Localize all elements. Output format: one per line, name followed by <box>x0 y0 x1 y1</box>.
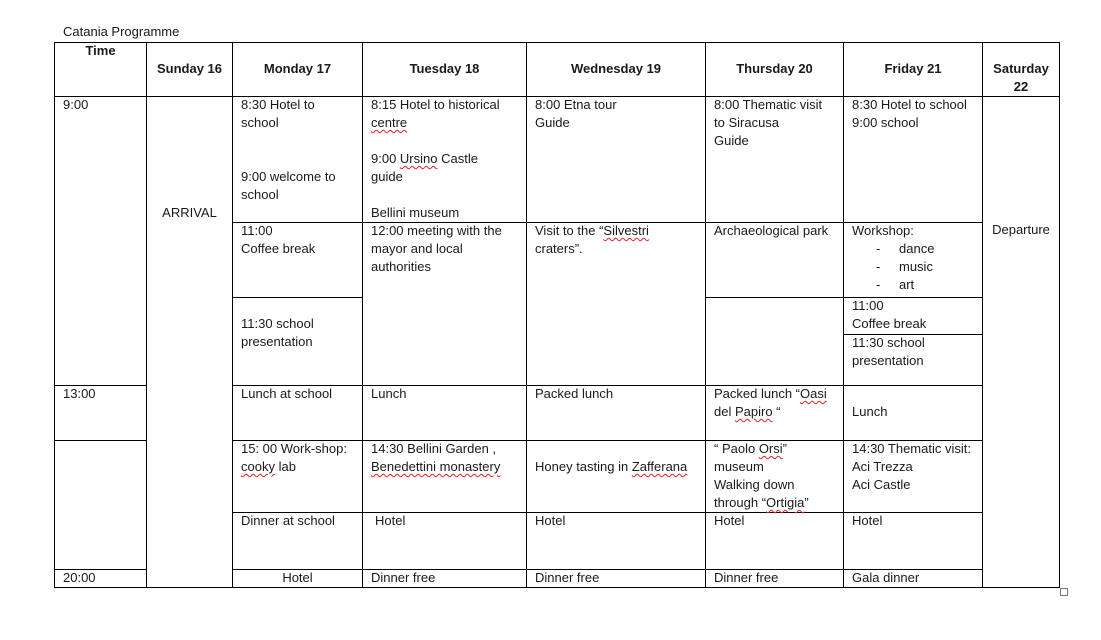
friday-morning <box>852 96 967 132</box>
thursday-line <box>714 403 827 421</box>
text-run: “ <box>772 404 781 419</box>
text-run: Castle <box>437 151 478 166</box>
monday-line: 9:00 welcome to <box>241 169 336 184</box>
thursday-night: Dinner free <box>714 570 779 585</box>
thursday-park: Archaeological park <box>714 223 829 238</box>
spell-flag: Ortigia <box>766 495 805 510</box>
tuesday-line: 12:00 meeting with the <box>371 223 502 238</box>
header-thursday: Thursday 20 <box>736 61 813 76</box>
monday-line: 11:30 school <box>241 316 314 331</box>
col-divider <box>982 42 983 588</box>
spell-flag: Oasi <box>800 386 827 401</box>
monday-line: Coffee break <box>241 241 316 256</box>
col-divider <box>146 42 147 588</box>
wednesday-dinner: Hotel <box>535 513 566 528</box>
row-divider <box>54 440 147 441</box>
header-wednesday: Wednesday 19 <box>570 61 662 76</box>
friday-workshop <box>852 222 934 294</box>
monday-morning <box>241 96 336 204</box>
friday-line: 11:00 <box>852 298 884 313</box>
thursday-afternoon <box>714 440 809 512</box>
friday-presentation <box>852 334 925 370</box>
friday-line: Aci Trezza <box>852 459 913 474</box>
table-border-right <box>1059 42 1060 588</box>
wednesday-line: craters”. <box>535 241 583 256</box>
friday-line: 9:00 school <box>852 115 919 130</box>
friday-line: 8:30 Hotel to school <box>852 97 967 112</box>
friday-afternoon <box>852 440 971 494</box>
friday-dinner: Hotel <box>852 513 883 528</box>
text-run: Packed lunch “ <box>714 386 800 401</box>
document-title: Catania Programme <box>63 24 180 39</box>
table-border-left <box>54 42 55 588</box>
monday-coffee <box>241 222 315 258</box>
tuesday-afternoon <box>371 440 500 476</box>
tuesday-line <box>371 458 500 476</box>
text-run: ” <box>782 441 787 456</box>
row-divider <box>232 297 363 298</box>
tuesday-night: Dinner free <box>371 570 436 585</box>
friday-line: Workshop: <box>852 223 914 238</box>
tuesday-line: Bellini museum <box>371 205 460 220</box>
col-divider <box>232 42 233 588</box>
friday-coffee <box>852 297 926 333</box>
monday-line: 15: 00 Work-shop: <box>241 441 347 456</box>
spell-flag: Silvestri <box>603 223 649 238</box>
tuesday-line: 14:30 Bellini Garden , <box>371 441 497 456</box>
wednesday-line: Guide <box>535 115 570 130</box>
wednesday-lunch: Packed lunch <box>535 386 614 401</box>
wednesday-line: 8:00 Etna tour <box>535 97 617 112</box>
tuesday-line: 8:15 Hotel to historical <box>371 97 500 112</box>
header-time: Time <box>85 43 116 58</box>
header-monday: Monday 17 <box>263 61 332 76</box>
header-sunday: Sunday 16 <box>156 61 223 76</box>
spell-flag: Orsi <box>758 441 783 456</box>
thursday-line: Guide <box>714 133 749 148</box>
monday-line: presentation <box>241 334 313 349</box>
time-2000: 20:00 <box>63 570 96 585</box>
header-saturday-line2: 22 <box>1013 79 1029 94</box>
thursday-line: to Siracusa <box>714 115 780 130</box>
monday-presentation <box>241 315 314 351</box>
spell-flag: Papiro <box>734 404 773 419</box>
spell-flag: centre <box>371 115 408 130</box>
list-item: - dance <box>852 240 934 258</box>
friday-line: 14:30 Thematic visit: <box>852 441 971 456</box>
spell-flag: cooky <box>241 459 275 474</box>
monday-afternoon <box>241 440 347 476</box>
tuesday-morning <box>371 96 500 222</box>
thursday-line <box>714 385 827 403</box>
tuesday-meeting <box>371 222 502 276</box>
wednesday-morning <box>535 96 617 132</box>
thursday-line <box>714 494 809 512</box>
friday-line: Aci Castle <box>852 477 911 492</box>
sunday-arrival: ARRIVAL <box>162 205 217 220</box>
time-1300: 13:00 <box>63 386 96 401</box>
thursday-line: Walking down <box>714 477 795 492</box>
list-item: - art <box>852 276 934 294</box>
tuesday-line: guide <box>371 169 403 184</box>
tuesday-line: authorities <box>371 259 431 274</box>
monday-night: Hotel <box>282 570 313 585</box>
list-item: - music <box>852 258 934 276</box>
thursday-dinner: Hotel <box>714 513 745 528</box>
table-border-top <box>54 42 1060 43</box>
table-resize-handle[interactable] <box>1060 588 1068 596</box>
table-border-bottom <box>54 587 1060 588</box>
friday-line: 11:30 school <box>852 335 925 350</box>
text-run: “ Paolo <box>714 441 759 456</box>
monday-dinner: Dinner at school <box>241 513 335 528</box>
spell-flag: Benedettini monastery <box>371 459 501 474</box>
header-saturday <box>983 60 1059 96</box>
tuesday-line: mayor and local <box>371 241 463 256</box>
col-divider <box>843 42 844 588</box>
col-divider <box>705 42 706 588</box>
text-run: through “ <box>714 495 767 510</box>
header-saturday-line1: Saturday <box>993 61 1049 76</box>
thursday-line: 8:00 Thematic visit <box>714 97 823 112</box>
friday-lunch: Lunch <box>852 404 888 419</box>
row-divider <box>705 297 983 298</box>
workshop-list <box>852 240 934 294</box>
thursday-line <box>714 440 809 458</box>
wednesday-night: Dinner free <box>535 570 600 585</box>
spell-flag: Zafferana <box>631 459 688 474</box>
col-divider <box>526 42 527 588</box>
header-tuesday: Tuesday 18 <box>409 61 480 76</box>
monday-line: school <box>241 187 279 202</box>
text-run: lab <box>274 459 296 474</box>
text-run: del <box>714 404 735 419</box>
tuesday-lunch: Lunch <box>371 386 407 401</box>
saturday-departure: Departure <box>992 222 1050 237</box>
text-run: Visit to the “ <box>535 223 604 238</box>
text-run: 9:00 <box>371 151 400 166</box>
tuesday-line <box>371 150 500 168</box>
tuesday-dinner: Hotel <box>375 513 406 528</box>
wednesday-afternoon <box>535 458 687 476</box>
col-divider <box>362 42 363 588</box>
monday-line: school <box>241 115 279 130</box>
thursday-morning <box>714 96 822 150</box>
friday-line: Coffee break <box>852 316 927 331</box>
tuesday-line <box>371 114 500 132</box>
text-run: Honey tasting in <box>535 459 632 474</box>
header-friday: Friday 21 <box>884 61 942 76</box>
thursday-line: museum <box>714 459 764 474</box>
monday-line <box>241 458 347 476</box>
monday-line: 8:30 Hotel to <box>241 97 315 112</box>
monday-line: 11:00 <box>241 223 273 238</box>
monday-lunch: Lunch at school <box>241 386 333 401</box>
friday-night: Gala dinner <box>852 570 920 585</box>
friday-line: presentation <box>852 353 924 368</box>
time-0900: 9:00 <box>63 97 89 112</box>
thursday-lunch <box>714 385 827 421</box>
wednesday-line <box>535 222 649 240</box>
text-run: ” <box>804 495 809 510</box>
wednesday-visit <box>535 222 649 258</box>
spell-flag: Ursino <box>399 151 438 166</box>
